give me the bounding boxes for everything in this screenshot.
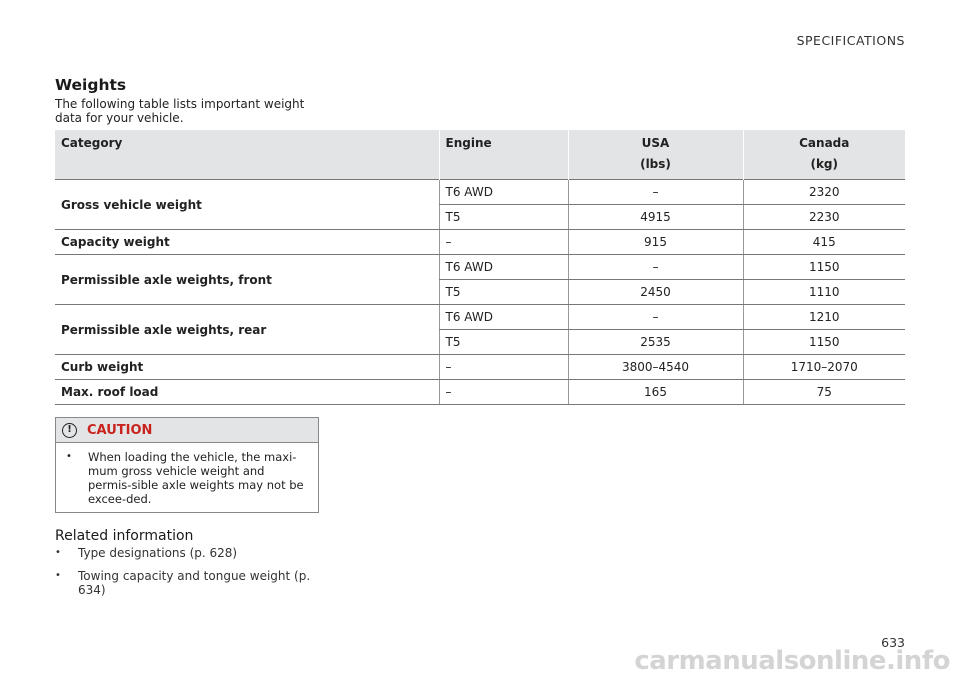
table-cell-engine: T6 AWD bbox=[439, 305, 568, 330]
caution-box bbox=[55, 417, 319, 513]
table-cell-canada: 1710–2070 bbox=[743, 355, 905, 380]
related-info-title: Related information bbox=[55, 528, 194, 544]
bullet-icon: • bbox=[55, 547, 61, 558]
caution-header bbox=[56, 418, 318, 443]
table-cell-engine: T6 AWD bbox=[439, 255, 568, 280]
table-cell-engine: T5 bbox=[439, 205, 568, 230]
table-cell-usa: 915 bbox=[568, 230, 743, 255]
intro-text: The following table lists important weight data for your vehicle. bbox=[55, 97, 305, 125]
table-cell-canada: 1150 bbox=[743, 255, 905, 280]
table-row bbox=[55, 305, 905, 330]
table-cell-engine: – bbox=[439, 380, 568, 405]
related-link-type-designations[interactable]: • Type designations (p. 628) bbox=[55, 546, 238, 560]
exclamation-icon: ! bbox=[62, 423, 77, 438]
table-cell-engine: T6 AWD bbox=[439, 180, 568, 205]
table-cell-category: Curb weight bbox=[55, 355, 439, 380]
table-cell-canada: 415 bbox=[743, 230, 905, 255]
table-cell-engine: T5 bbox=[439, 330, 568, 355]
watermark: carmanualsonline.info bbox=[634, 646, 950, 676]
table-cell-canada: 2320 bbox=[743, 180, 905, 205]
table-cell-engine: – bbox=[439, 355, 568, 380]
table-cell-engine: – bbox=[439, 230, 568, 255]
running-header: SPECIFICATIONS bbox=[796, 33, 905, 48]
table-cell-usa: – bbox=[568, 180, 743, 205]
table-row bbox=[55, 255, 905, 280]
header-canada-unit: (kg) bbox=[810, 157, 839, 171]
table-cell-canada: 1150 bbox=[743, 330, 905, 355]
table-cell-usa: 2450 bbox=[568, 280, 743, 305]
header-canada: Canada (kg) bbox=[743, 130, 905, 180]
table-cell-category: Permissible axle weights, front bbox=[55, 255, 439, 305]
weights-table bbox=[55, 130, 905, 405]
table-cell-canada: 75 bbox=[743, 380, 905, 405]
related-link-towing-capacity[interactable]: • Towing capacity and tongue weight (p. 634) bbox=[55, 569, 311, 597]
table-cell-usa: 4915 bbox=[568, 205, 743, 230]
table-row bbox=[55, 380, 905, 405]
table-cell-usa: 2535 bbox=[568, 330, 743, 355]
table-cell-usa: – bbox=[568, 255, 743, 280]
table-row bbox=[55, 230, 905, 255]
header-usa-unit: (lbs) bbox=[640, 157, 671, 171]
header-engine: Engine bbox=[439, 130, 568, 180]
page-title: Weights bbox=[55, 76, 127, 94]
bullet-icon: • bbox=[66, 451, 72, 462]
caution-item bbox=[56, 443, 318, 506]
table-cell-category: Gross vehicle weight bbox=[55, 180, 439, 230]
table-cell-category: Permissible axle weights, rear bbox=[55, 305, 439, 355]
table-cell-engine: T5 bbox=[439, 280, 568, 305]
table-cell-usa: – bbox=[568, 305, 743, 330]
table-row bbox=[55, 355, 905, 380]
caution-title: CAUTION bbox=[87, 422, 153, 438]
header-usa: USA (lbs) bbox=[568, 130, 743, 180]
header-category: Category bbox=[55, 130, 439, 180]
table-cell-category: Capacity weight bbox=[55, 230, 439, 255]
bullet-icon: • bbox=[55, 570, 61, 581]
table-cell-canada: 1110 bbox=[743, 280, 905, 305]
table-cell-usa: 165 bbox=[568, 380, 743, 405]
caution-text: When loading the vehicle, the maxi-mum gross vehicle weight and permis-sible axle weights may not be excee-ded. bbox=[88, 450, 304, 506]
table-cell-category: Max. roof load bbox=[55, 380, 439, 405]
table-cell-usa: 3800–4540 bbox=[568, 355, 743, 380]
table-cell-canada: 2230 bbox=[743, 205, 905, 230]
related-info-list bbox=[55, 546, 315, 606]
table-cell-canada: 1210 bbox=[743, 305, 905, 330]
page-number: 633 bbox=[881, 635, 905, 650]
table-row bbox=[55, 180, 905, 205]
table-header-row bbox=[55, 130, 905, 180]
